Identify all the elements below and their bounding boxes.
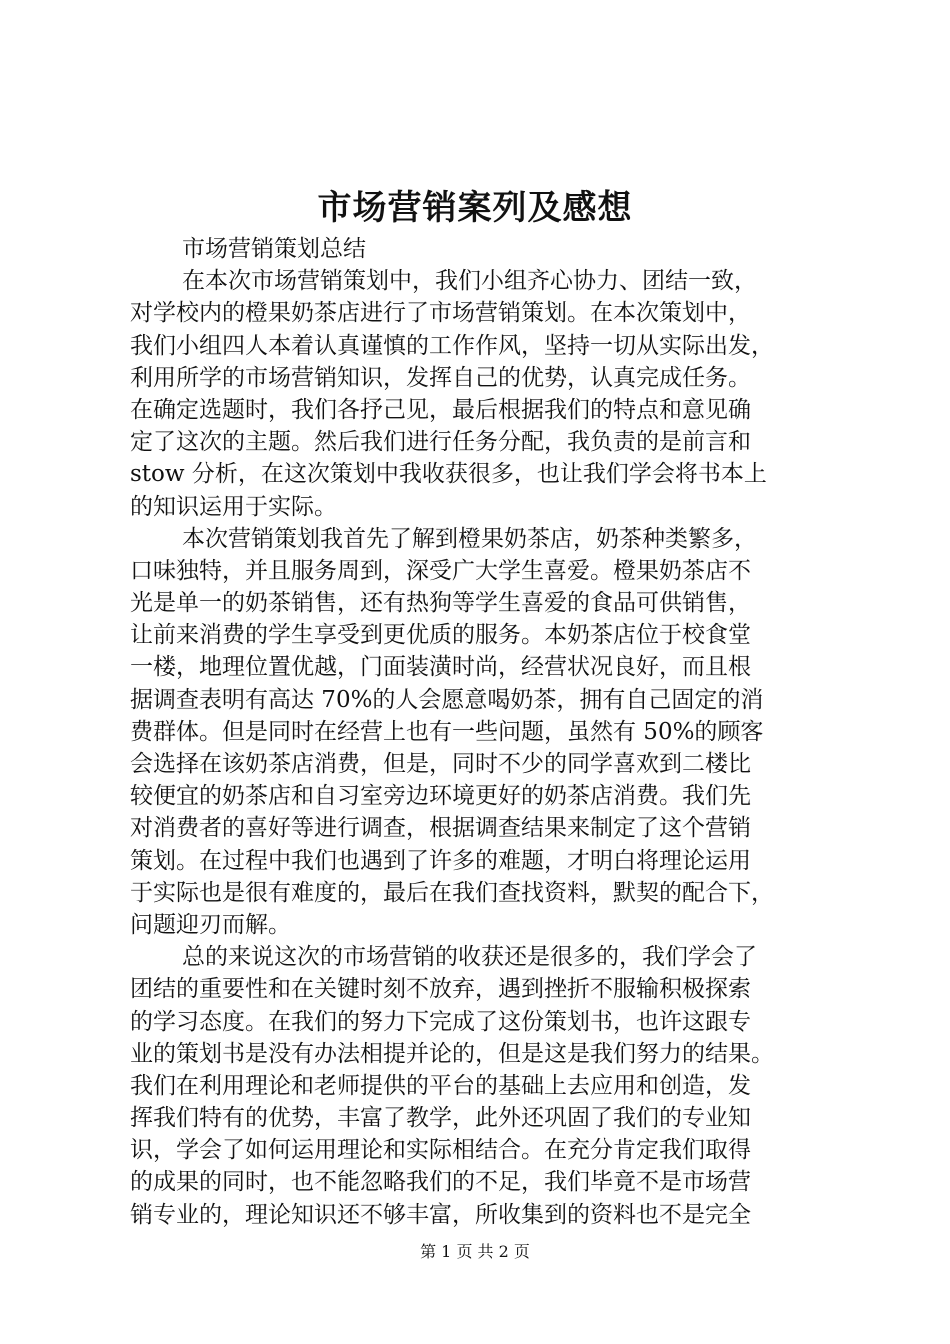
paragraph-line: 的成果的同时，也不能忽略我们的不足，我们毕竟不是市场营	[130, 1169, 751, 1196]
paragraph-line: 的知识运用于实际。	[130, 493, 337, 520]
paragraph-line: 光是单一的奶茶销售，还有热狗等学生喜爱的食品可供销售，	[130, 590, 751, 617]
paragraph-line: 我们在利用理论和老师提供的平台的基础上去应用和创造，发	[130, 1072, 751, 1099]
paragraph-line: 让前来消费的学生享受到更优质的服务。本奶茶店位于校食堂	[130, 622, 751, 649]
document-body	[130, 233, 850, 1231]
paragraph-line: 口味独特，并且服务周到，深受广大学生喜爱。橙果奶茶店不	[130, 557, 751, 584]
paragraph-line: 费群体。但是同时在经营上也有一些问题，虽然有 50%的顾客	[130, 718, 764, 745]
paragraph-line: 据调查表明有高达 70%的人会愿意喝奶茶，拥有自己固定的消	[130, 686, 764, 713]
paragraph-line: 较便宜的奶茶店和自习室旁边环境更好的奶茶店消费。我们先	[130, 783, 751, 810]
paragraph-line: 识，学会了如何运用理论和实际相结合。在充分肯定我们取得	[130, 1137, 751, 1164]
paragraph-line: 总的来说这次的市场营销的收获还是很多的，我们学会了	[182, 944, 757, 971]
paragraph-line: 的学习态度。在我们的努力下完成了这份策划书，也许这跟专	[130, 1008, 751, 1035]
paragraph-line: 我们小组四人本着认真谨慎的工作作风，坚持一切从实际出发，	[130, 332, 774, 359]
paragraph-line: 一楼，地理位置优越，门面装潢时尚，经营状况良好，而且根	[130, 654, 751, 681]
document-title: 市场营销案列及感想	[317, 188, 633, 228]
paragraph-line: 策划。在过程中我们也遇到了许多的难题，才明白将理论运用	[130, 847, 751, 874]
paragraph-line: stow 分析，在这次策划中我收获很多，也让我们学会将书本上	[130, 461, 767, 488]
paragraph-line: 对学校内的橙果奶茶店进行了市场营销策划。在本次策划中，	[130, 300, 751, 327]
paragraph-line: 于实际也是很有难度的，最后在我们查找资料，默契的配合下，	[130, 879, 774, 906]
paragraph-line: 问题迎刃而解。	[130, 911, 291, 938]
paragraph-line: 在本次市场营销策划中，我们小组齐心协力、团结一致，	[182, 268, 757, 295]
paragraph-line: 对消费者的喜好等进行调查，根据调查结果来制定了这个营销	[130, 815, 751, 842]
paragraph-line: 业的策划书是没有办法相提并论的，但是这是我们努力的结果。	[130, 1040, 774, 1067]
paragraph-line: 挥我们特有的优势，丰富了教学，此外还巩固了我们的专业知	[130, 1105, 751, 1132]
paragraph-line: 利用所学的市场营销知识，发挥自己的优势，认真完成任务。	[130, 364, 751, 391]
paragraph-line: 定了这次的主题。然后我们进行任务分配，我负责的是前言和	[130, 429, 751, 456]
paragraph-line: 销专业的，理论知识还不够丰富，所收集到的资料也不是完全	[130, 1201, 751, 1228]
page-number-footer: 第 1 页 共 2 页	[420, 1242, 530, 1261]
paragraph-line: 在确定选题时，我们各抒己见，最后根据我们的特点和意见确	[130, 396, 751, 423]
paragraph-line: 本次营销策划我首先了解到橙果奶茶店，奶茶种类繁多，	[182, 525, 757, 552]
paragraph-line: 会选择在该奶茶店消费，但是，同时不少的同学喜欢到二楼比	[130, 751, 751, 777]
section-heading: 市场营销策划总结	[182, 236, 366, 262]
paragraph-line: 团结的重要性和在关键时刻不放弃，遇到挫折不服输积极探索	[130, 976, 751, 1003]
